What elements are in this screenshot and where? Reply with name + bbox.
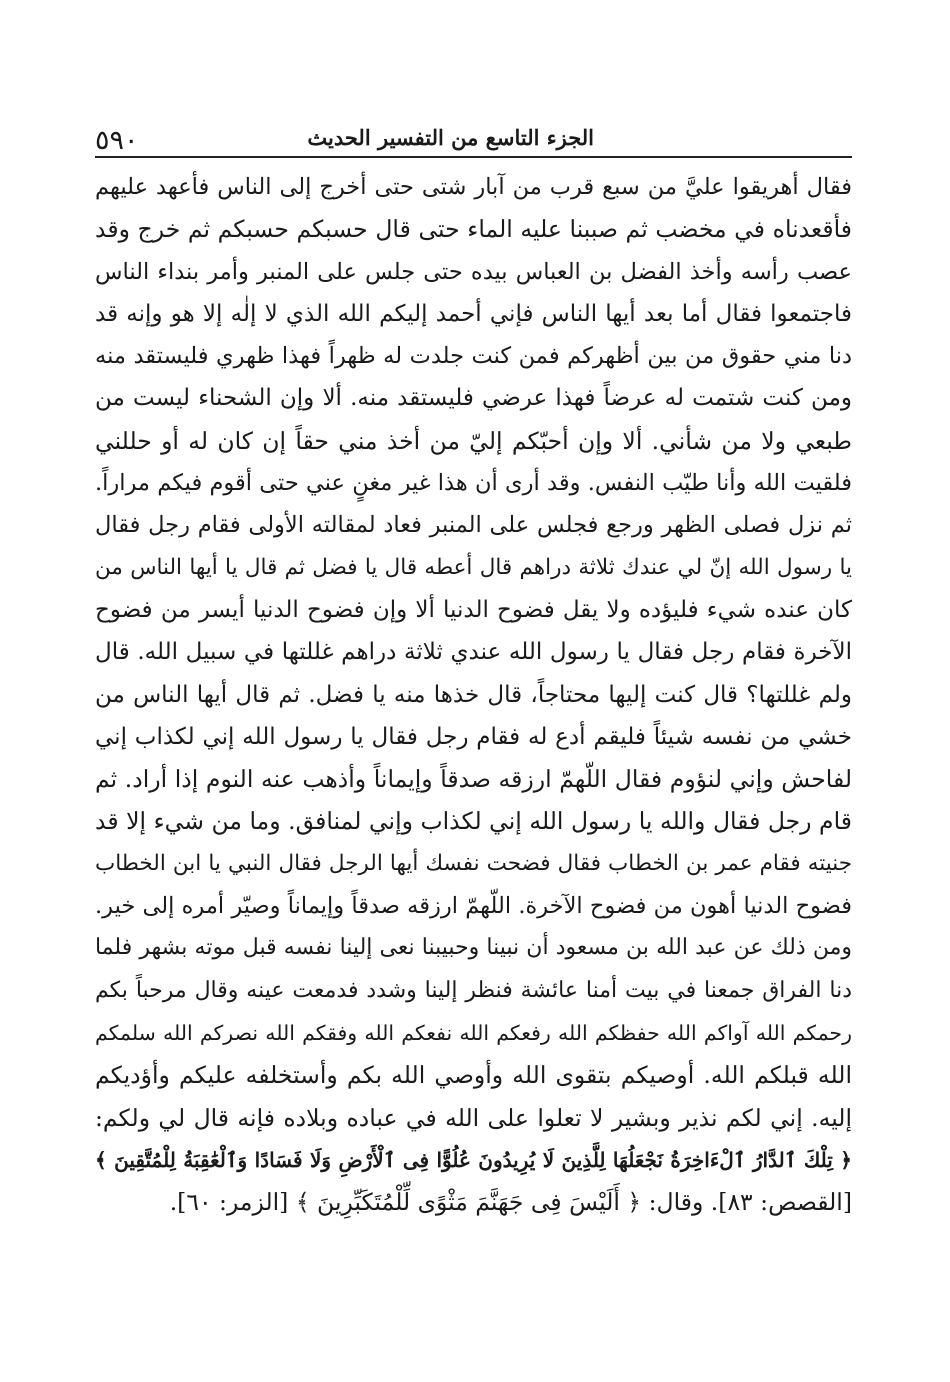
text-line: جنيته فقام عمر بن الخطاب فقال فضحت نفسك أيها الرجل فقال النبي يا ابن الخطاب xyxy=(95,850,852,876)
text-line: لفاحش وإني لنؤوم فقال اللّهمّ ارزقه صدقاً وإيماناً وأذهب عنه النوم إذا أراد. ثم xyxy=(95,765,852,794)
text-line: ومن ذلك عن عبد الله بن مسعود أن نبينا وحبيبنا نعى إلينا نفسه قبل موته بشهر فلما xyxy=(95,935,852,961)
header-rule xyxy=(95,156,852,158)
text-line: كان عنده شيء فليؤده ولا يقل فضوح الدنيا ألا وإن فضوح الدنيا أيسر من فضوح xyxy=(95,596,852,623)
text-line: فأقعدناه في مخضب ثم صببنا عليه الماء حتى قال حسبكم حسبكم ثم خرج وقد xyxy=(95,215,852,244)
text-line: ومن كنت شتمت له عرضاً فهذا عرضي فليستقد منه. ألا وإن الشحناء ليست من xyxy=(95,385,852,412)
text-line: ثم نزل فصلى الظهر ورجع فجلس على المنبر فعاد لمقالته الأولى فقام رجل فقال xyxy=(95,512,852,539)
text-line: إليه. إني لكم نذير وبشير لا تعلوا على الله في عباده وبلاده فإنه قال لي ولكم: xyxy=(95,1103,852,1132)
text-line: الله قبلكم الله. أوصيكم بتقوى الله وأوصي الله بكم وأستخلفه عليكم وأؤديكم xyxy=(95,1061,852,1090)
text-line: عصب رأسه وأخذ الفضل بن العباس بيده حتى جلس على المنبر وأمر بنداء الناس xyxy=(95,258,852,285)
text-line: فضوح الدنيا أهون من فضوح الآخرة. اللّهمّ ارزقه صدقاً وإيماناً وصيّر أمره إلى خير. xyxy=(95,893,852,920)
text-line: فقال أهريقوا عليَّ من سبع قرب من آبار شتى حتى أخرج إلى الناس فأعهد عليهم xyxy=(95,174,852,200)
text-line: طبعي ولا من شأني. ألا وإن أحبّكم إليّ من أخذ مني حقاً إن كان له أو حللني xyxy=(95,426,852,455)
text-line: دنا مني حقوق من بين أظهركم فمن كنت جلدت له ظهراً فهذا ظهري فليستقد منه xyxy=(95,343,852,370)
running-head xyxy=(95,118,852,158)
running-head-title: الجزء التاسع من التفسير الحديث xyxy=(307,125,594,150)
text-line: فاجتمعوا فقال أما بعد أيها الناس فإني أحمد إليكم الله الذي لا إلٰه إلا هو وإنه قد xyxy=(95,300,852,327)
text-line: قام رجل فقال والله يا رسول الله إني لكذاب وإني لمنافق. وما من شيء إلا قد xyxy=(95,807,852,836)
body-text xyxy=(95,166,852,1223)
text-line: ولم غللتها؟ قال كنت إليها محتاجاً، قال خذها منه يا فضل. ثم قال أيها الناس من xyxy=(95,681,852,708)
citation-line: [القصص: ٨٣]. وقال: ﴿ أَلَيْسَ فِى جَهَنَّمَ مَثْوًى لِّلْمُتَكَبِّرِينَ ﴾ [الزمر: ٦٠]. xyxy=(169,1188,852,1217)
page-number: ٥٩٠ xyxy=(95,125,139,156)
text-line: فلقيت الله وأنا طيّب النفس. وقد أرى أن هذا غير مغنٍ عني حتى أقوم فيكم مراراً. xyxy=(95,470,852,497)
text-line: خشي من نفسه شيئاً فليقم أدع له فقام رجل فقال يا رسول الله إني لكذاب إني xyxy=(95,723,852,750)
text-line: دنا الفراق جمعنا في بيت أمنا عائشة فنظر إلينا وشدد فدمعت عينه وقال مرحباً بكم xyxy=(95,977,852,1003)
text-line: رحمكم الله آواكم الله حفظكم الله رفعكم الله نفعكم الله وفقكم الله نصركم الله سلمكم xyxy=(95,1020,852,1045)
quran-verse-line: ﴿ تِلْكَ ٱلدَّارُ ٱلْءَاخِرَةُ نَجْعَلُهَا لِلَّذِينَ لَا يُرِيدُونَ عُلُوًّا فِى ٱلْأَرْضِ وَلَا فَسَادًا وَٱلْعَٰقِبَةُ لِلْمُتَّقِينَ ﴾ xyxy=(95,1147,852,1172)
text-line: يا رسول الله إنّ لي عندك ثلاثة دراهم قال أعطه قال يا فضل ثم قال يا أيها الناس من xyxy=(95,554,852,580)
text-line: الآخرة فقام رجل فقال يا رسول الله عندي ثلاثة دراهم غللتها في سبيل الله. قال xyxy=(95,639,852,666)
